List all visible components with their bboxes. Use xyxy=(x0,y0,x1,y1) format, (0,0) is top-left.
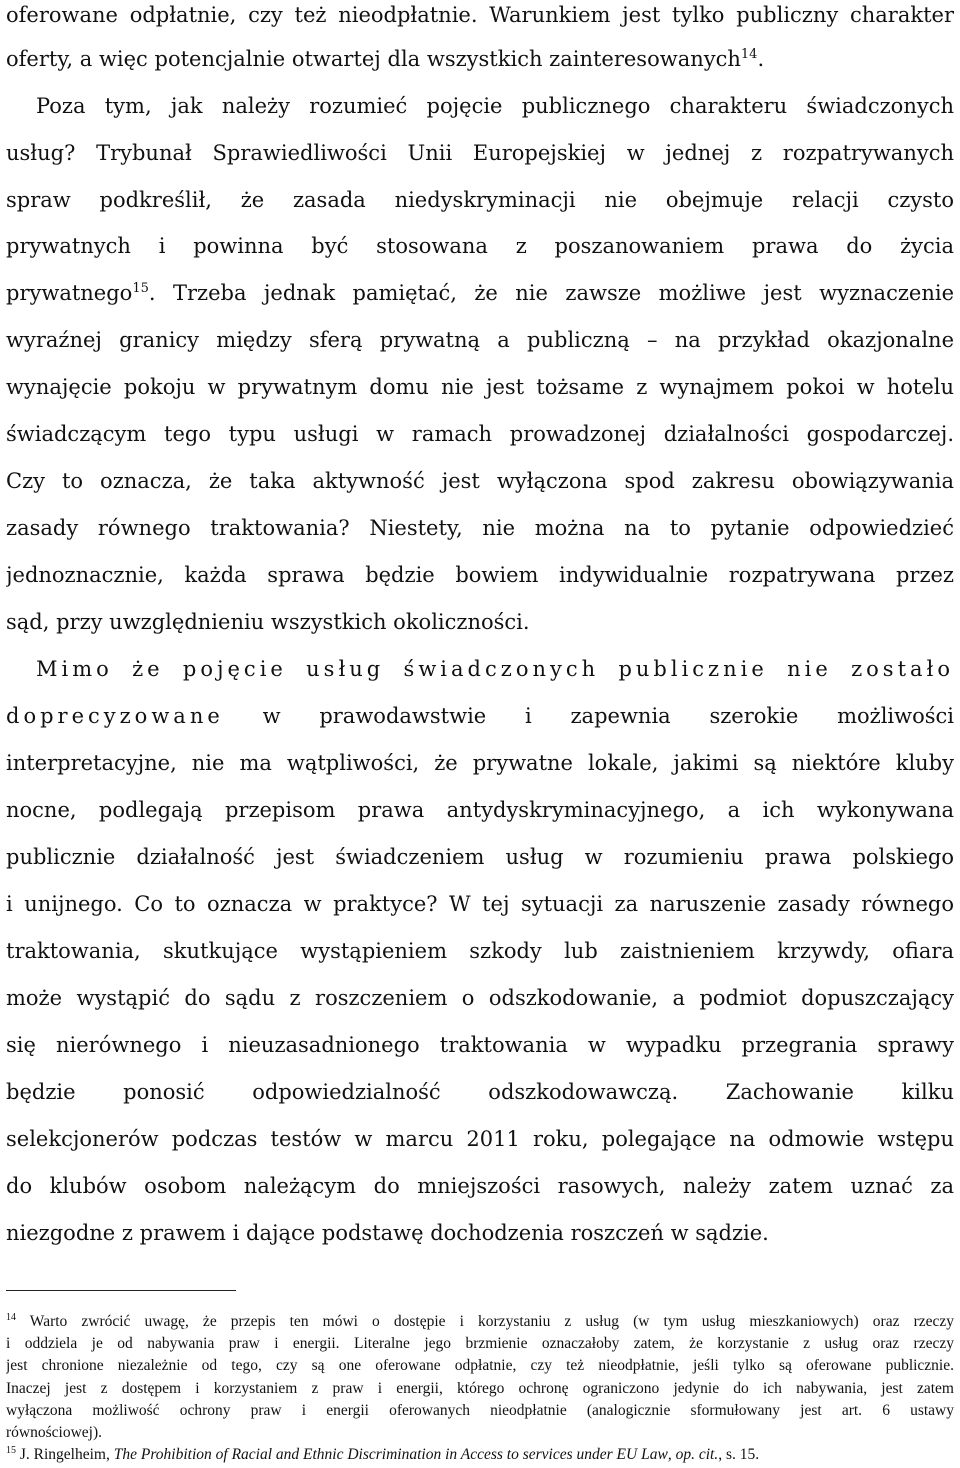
footnote-ref-14[interactable]: 14 xyxy=(740,47,758,62)
footnote-14-line: i oddziela je od nabywania praw i energii. Literalne jego brzmienie oznaczałoby zatem, że korzystanie z usług oraz rzeczy xyxy=(6,1335,954,1352)
paragraph-line: i unijnego. Co to oznacza w praktyce? W tej sytuacji za naruszenie zasady równego xyxy=(6,892,954,916)
footnote-14-line: $^{14}$ Warto zwrócić uwagę, że przepis ten mówi o dostępie i korzystaniu z usług (w tym usług mieszkaniowych) oraz rzeczy xyxy=(6,1312,954,1330)
footnote-separator xyxy=(6,1290,236,1291)
footnote-15-line: $^{15}$ J. Ringelheim, The Prohibition of Racial and Ethnic Discrimination in Access to services under EU Law, op. cit., s. 15. xyxy=(6,1445,760,1463)
paragraph-line: publicznie działalność jest świadczeniem usług w rozumieniu prawa polskiego xyxy=(6,845,954,869)
footnote-14-line: równościowej). xyxy=(6,1424,102,1441)
paragraph-line: prywatnych i powinna być stosowana z poszanowaniem prawa do życia xyxy=(6,234,954,258)
paragraph-line: selekcjonerów podczas testów w marcu 2011 roku, polegające na odmowie wstępu xyxy=(6,1127,954,1151)
paragraph-line: wyraźnej granicy między sferą prywatną a publiczną – na przykład okazjonalne xyxy=(6,328,954,352)
paragraph-line: oferty, a więc potencjalnie otwartej dla wszystkich zainteresowanych$^{14}$. xyxy=(6,47,765,71)
paragraph-line: się nierównego i nieuzasadnionego traktowania w wypadku przegrania sprawy xyxy=(6,1033,954,1057)
paragraph-line: jednoznacznie, każda sprawa będzie bowiem indywidualnie rozpatrywana przez xyxy=(6,563,954,587)
paragraph-line: wynajęcie pokoju w prywatnym domu nie jest tożsame z wynajmem pokoi w hotelu xyxy=(6,375,954,399)
footnote-ref-15[interactable]: 15 xyxy=(132,281,149,296)
paragraph-line: do klubów osobom należącym do mniejszości rasowych, należy zatem uznać za xyxy=(6,1174,954,1198)
footnote-number: 14 xyxy=(6,1312,16,1323)
paragraph-line: spraw podkreślił, że zasada niedyskryminacji nie obejmuje relacji czysto xyxy=(6,188,954,212)
paragraph-line: Poza tym, jak należy rozumieć pojęcie publicznego charakteru świadczonych xyxy=(36,94,954,118)
paragraph-line: interpretacyjne, nie ma wątpliwości, że prywatne lokale, jakimi są niektóre kluby xyxy=(6,751,954,775)
paragraph-line: doprecyzowane w prawodawstwie i zapewnia szerokie możliwości xyxy=(6,704,954,728)
paragraph-line: Mimo że pojęcie usług świadczonych publicznie nie zostało xyxy=(36,657,954,681)
paragraph-line: zasady równego traktowania? Niestety, nie można na to pytanie odpowiedzieć xyxy=(6,516,954,540)
paragraph-line: będzie ponosić odpowiedzialność odszkodowawczą. Zachowanie kilku xyxy=(6,1080,954,1104)
footnote-14-line: Inaczej jest z dostępem i korzystaniem z praw i energii, którego ochronę ograniczono jedynie do ich nabywania, jest zatem xyxy=(6,1380,954,1397)
cited-title: The Prohibition of Racial and Ethnic Discrimination in Access to services under EU Law xyxy=(113,1446,668,1463)
footnote-14-line: wyłączona możliwość ochrony praw i energii oferowanych nieodpłatnie (analogicznie sformułowany jest art. 6 ustawy xyxy=(6,1402,954,1419)
paragraph-line: niezgodne z prawem i dające podstawę dochodzenia roszczeń w sądzie. xyxy=(6,1221,769,1245)
paragraph-line: nocne, podlegają przepisom prawa antydyskryminacyjnego, a ich wykonywana xyxy=(6,798,954,822)
paragraph-line: świadczącym tego typu usługi w ramach prowadzonej działalności gospodarczej. xyxy=(6,422,954,446)
paragraph-line: prywatnego$^{15}$. Trzeba jednak pamiętać, że nie zawsze możliwe jest wyznaczenie xyxy=(6,281,954,305)
paragraph-line: oferowane odpłatnie, czy też nieodpłatnie. Warunkiem jest tylko publiczny charakter xyxy=(6,3,954,27)
footnote-number: 15 xyxy=(6,1445,16,1456)
paragraph-line: usług? Trybunał Sprawiedliwości Unii Europejskiej w jednej z rozpatrywanych xyxy=(6,141,954,165)
paragraph-line: traktowania, skutkujące wystąpieniem szkody lub zaistnieniem krzywdy, ofiara xyxy=(6,939,954,963)
paragraph-line: sąd, przy uwzględnieniu wszystkich okoliczności. xyxy=(6,610,530,634)
paragraph-line: Czy to oznacza, że taka aktywność jest wyłączona spod zakresu obowiązywania xyxy=(6,469,954,493)
footnote-14-line: jest chronione niezależnie od tego, czy są one oferowane odpłatnie, czy też nieodpłatnie, jeśli tylko są oferowane publicznie. xyxy=(6,1357,954,1374)
paragraph-line: może wystąpić do sądu z roszczeniem o odszkodowanie, a podmiot dopuszczający xyxy=(6,986,954,1010)
